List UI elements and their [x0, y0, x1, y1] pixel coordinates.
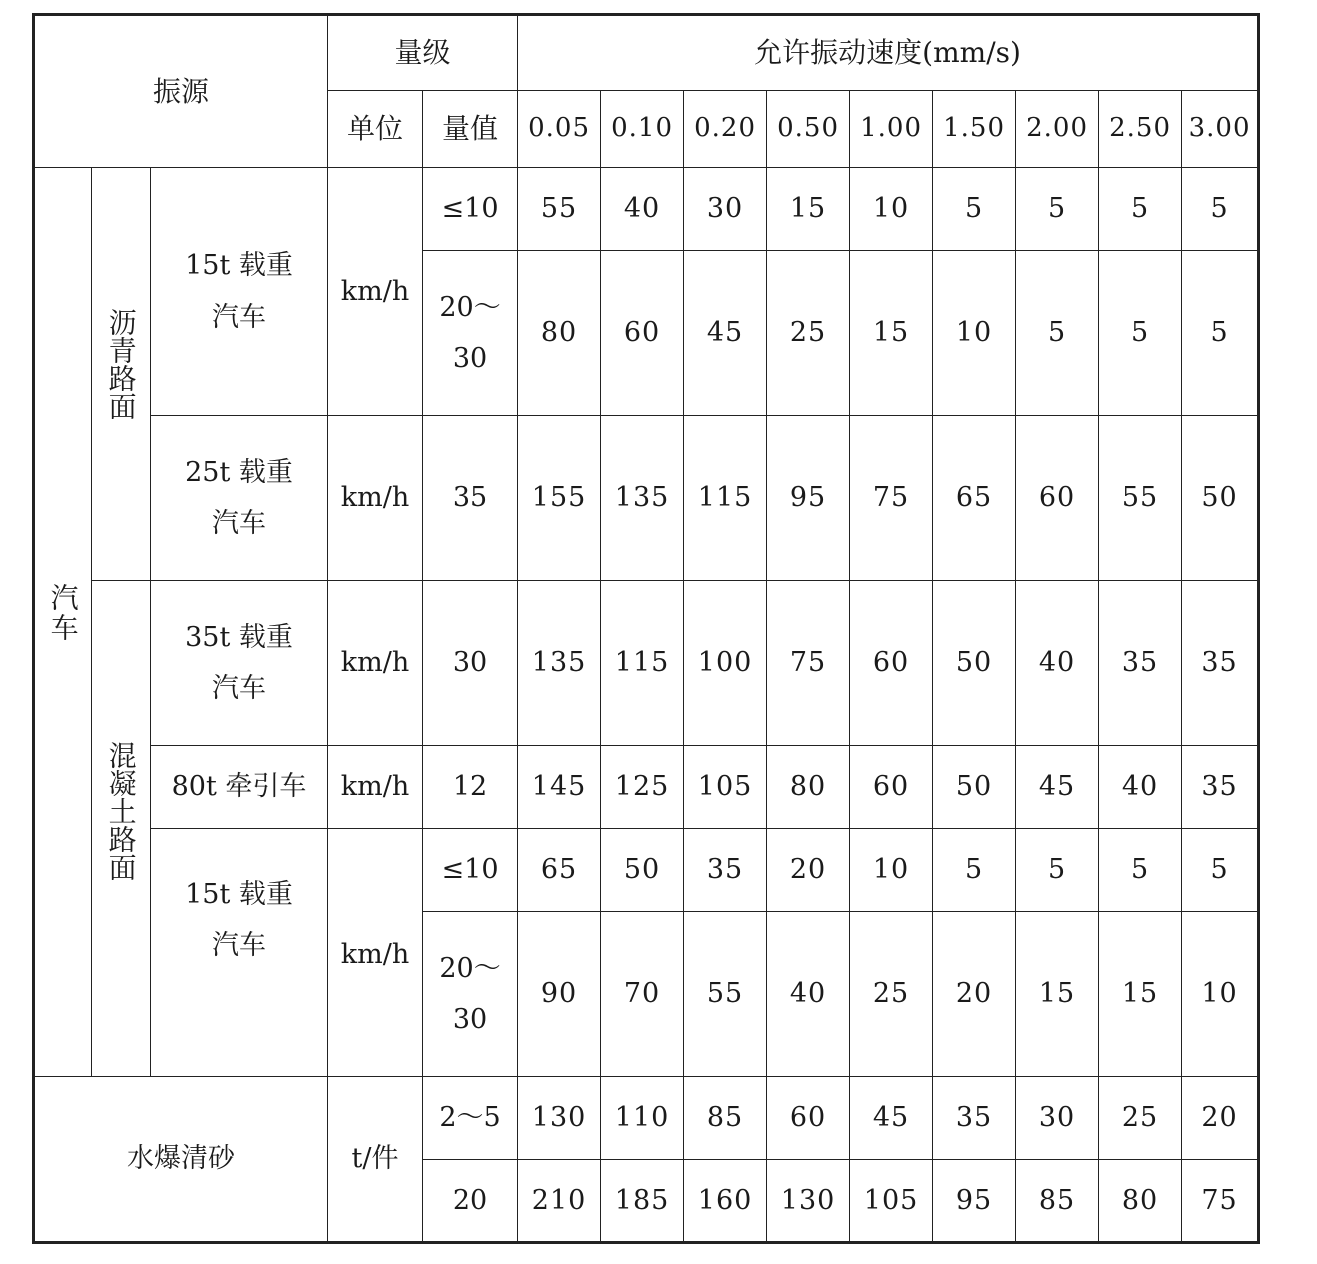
- data-cell: 40: [767, 912, 850, 1077]
- data-cell: 45: [684, 251, 767, 416]
- data-cell: 75: [767, 581, 850, 746]
- value-line: 20～: [439, 291, 501, 323]
- data-cell: 55: [1099, 416, 1182, 581]
- data-cell: 80: [518, 251, 601, 416]
- data-cell: 25: [767, 251, 850, 416]
- data-cell: 15: [850, 251, 933, 416]
- level-header: 量级: [328, 15, 518, 91]
- data-cell: 5: [1016, 829, 1099, 912]
- vehicle-15t-concrete: [151, 829, 328, 1077]
- water-blast-label: 水爆清砂: [34, 1077, 328, 1243]
- table-row: [34, 1077, 1259, 1160]
- speed-header: 1.00: [850, 91, 933, 168]
- data-cell: 95: [933, 1160, 1016, 1243]
- data-cell: 35: [1099, 581, 1182, 746]
- data-cell: 65: [518, 829, 601, 912]
- data-cell: 5: [1016, 251, 1099, 416]
- data-cell: 10: [933, 251, 1016, 416]
- vehicle-name-line: 35t 载重: [185, 621, 293, 653]
- table-row: [34, 168, 1259, 251]
- data-cell: 35: [1182, 581, 1259, 746]
- unit-cell: km/h: [328, 829, 423, 1077]
- data-cell: 125: [601, 746, 684, 829]
- value-cell: 20: [423, 1160, 518, 1243]
- unit-cell: km/h: [328, 168, 423, 416]
- data-cell: 60: [767, 1077, 850, 1160]
- speed-header: 0.20: [684, 91, 767, 168]
- data-cell: 135: [518, 581, 601, 746]
- data-cell: 130: [767, 1160, 850, 1243]
- data-cell: 85: [1016, 1160, 1099, 1243]
- data-cell: 80: [1099, 1160, 1182, 1243]
- data-cell: 25: [850, 912, 933, 1077]
- vehicle-name-line: 25t 载重: [185, 456, 293, 488]
- vehicle-35t: [151, 581, 328, 746]
- group-car-label: 汽车: [46, 583, 80, 644]
- data-cell: 80: [767, 746, 850, 829]
- group-concrete: [92, 581, 151, 1077]
- data-cell: 185: [601, 1160, 684, 1243]
- data-cell: 110: [601, 1077, 684, 1160]
- vehicle-name-line: 汽车: [212, 673, 267, 704]
- data-cell: 15: [767, 168, 850, 251]
- data-cell: 60: [850, 581, 933, 746]
- vibration-table: [32, 13, 1260, 1244]
- data-cell: 85: [684, 1077, 767, 1160]
- value-cell: [423, 251, 518, 416]
- data-cell: 60: [850, 746, 933, 829]
- data-cell: 50: [601, 829, 684, 912]
- speed-header: 0.50: [767, 91, 850, 168]
- group-car: [34, 168, 92, 1077]
- vehicle-80t: 80t 牵引车: [151, 746, 328, 829]
- data-cell: 95: [767, 416, 850, 581]
- data-cell: 15: [1099, 912, 1182, 1077]
- value-cell: 2～5: [423, 1077, 518, 1160]
- group-asphalt-label: 沥青路面: [104, 308, 138, 420]
- vehicle-name-line: 汽车: [212, 930, 267, 962]
- data-cell: 35: [684, 829, 767, 912]
- data-cell: 105: [684, 746, 767, 829]
- data-cell: 75: [1182, 1160, 1259, 1243]
- data-cell: 115: [684, 416, 767, 581]
- data-cell: 155: [518, 416, 601, 581]
- data-cell: 90: [518, 912, 601, 1077]
- allowed-velocity-header: 允许振动速度(mm/s): [518, 15, 1259, 91]
- data-cell: 35: [933, 1077, 1016, 1160]
- speed-header: 3.00: [1182, 91, 1259, 168]
- data-cell: 145: [518, 746, 601, 829]
- data-cell: 20: [1182, 1077, 1259, 1160]
- speed-header: 1.50: [933, 91, 1016, 168]
- data-cell: 5: [1099, 829, 1182, 912]
- data-cell: 45: [1016, 746, 1099, 829]
- data-cell: 60: [601, 251, 684, 416]
- data-cell: 30: [684, 168, 767, 251]
- value-cell: 35: [423, 416, 518, 581]
- data-cell: 55: [684, 912, 767, 1077]
- group-concrete-label: 混凝土路面: [104, 741, 138, 881]
- data-cell: 20: [767, 829, 850, 912]
- data-cell: 15: [1016, 912, 1099, 1077]
- data-cell: 135: [601, 416, 684, 581]
- data-cell: 40: [1099, 746, 1182, 829]
- vehicle-15t-asphalt: [151, 168, 328, 416]
- data-cell: 115: [601, 581, 684, 746]
- vehicle-name-line: 汽车: [212, 508, 267, 539]
- value-line: 20～: [439, 952, 501, 984]
- unit-cell: km/h: [328, 746, 423, 829]
- data-cell: 105: [850, 1160, 933, 1243]
- data-cell: 5: [1182, 829, 1259, 912]
- data-cell: 70: [601, 912, 684, 1077]
- table-row: [34, 746, 1259, 829]
- group-asphalt: [92, 168, 151, 581]
- speed-header: 2.50: [1099, 91, 1182, 168]
- unit-cell: km/h: [328, 416, 423, 581]
- unit-cell: km/h: [328, 581, 423, 746]
- data-cell: 40: [1016, 581, 1099, 746]
- data-cell: 130: [518, 1077, 601, 1160]
- data-cell: 10: [850, 168, 933, 251]
- data-cell: 25: [1099, 1077, 1182, 1160]
- source-header: 振源: [34, 15, 328, 168]
- value-cell: 30: [423, 581, 518, 746]
- value-cell: ≤10: [423, 829, 518, 912]
- table-row: [34, 829, 1259, 912]
- vehicle-name-line: 15t 载重: [185, 879, 293, 910]
- data-cell: 55: [518, 168, 601, 251]
- data-cell: 5: [1182, 251, 1259, 416]
- data-cell: 5: [1182, 168, 1259, 251]
- speed-header: 0.10: [601, 91, 684, 168]
- data-cell: 160: [684, 1160, 767, 1243]
- value-cell: [423, 912, 518, 1077]
- data-cell: 5: [933, 168, 1016, 251]
- vehicle-25t: [151, 416, 328, 581]
- unit-cell: t/件: [328, 1077, 423, 1243]
- data-cell: 5: [1099, 168, 1182, 251]
- data-cell: 65: [933, 416, 1016, 581]
- data-cell: 10: [1182, 912, 1259, 1077]
- data-cell: 5: [933, 829, 1016, 912]
- vehicle-name-line: 15t 载重: [185, 250, 293, 282]
- data-cell: 40: [601, 168, 684, 251]
- vehicle-name-line: 汽车: [212, 301, 267, 333]
- table-row: [34, 581, 1259, 746]
- speed-header: 0.05: [518, 91, 601, 168]
- data-cell: 75: [850, 416, 933, 581]
- unit-header: 单位: [328, 91, 423, 168]
- data-cell: 50: [1182, 416, 1259, 581]
- value-header: 量值: [423, 91, 518, 168]
- value-line: 30: [452, 343, 488, 374]
- value-cell: 12: [423, 746, 518, 829]
- data-cell: 35: [1182, 746, 1259, 829]
- data-cell: 10: [850, 829, 933, 912]
- data-cell: 30: [1016, 1077, 1099, 1160]
- data-cell: 100: [684, 581, 767, 746]
- data-cell: 60: [1016, 416, 1099, 581]
- data-cell: 45: [850, 1077, 933, 1160]
- data-cell: 50: [933, 746, 1016, 829]
- value-cell: ≤10: [423, 168, 518, 251]
- table-row: [34, 416, 1259, 581]
- data-cell: 5: [1016, 168, 1099, 251]
- data-cell: 5: [1099, 251, 1182, 416]
- value-line: 30: [452, 1004, 488, 1035]
- data-cell: 20: [933, 912, 1016, 1077]
- data-cell: 210: [518, 1160, 601, 1243]
- speed-header: 2.00: [1016, 91, 1099, 168]
- header-row-1: [34, 15, 1259, 91]
- data-cell: 50: [933, 581, 1016, 746]
